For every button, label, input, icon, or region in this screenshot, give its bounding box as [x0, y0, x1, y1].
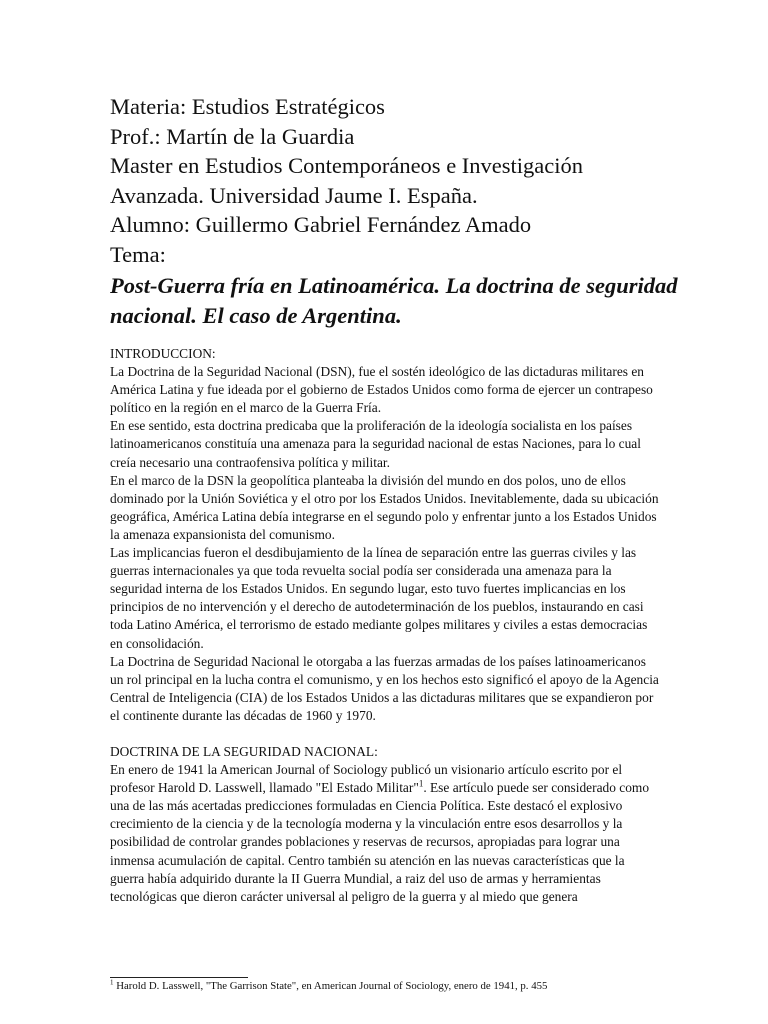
- intro-heading: INTRODUCCION:: [110, 346, 216, 361]
- topic-label: Tema:: [110, 241, 166, 267]
- intro-paragraph-5: La Doctrina de Seguridad Nacional le otorgaba a las fuerzas armadas de los países latinoamericanos un rol principal en la lucha contra el comunismo, y en los hechos esto significó el apoyo de la Agencia Central de Inteligencia (CIA) de los Estados Unidos a las dictaduras militares que se expandieron por el continente durante las décadas de 1960 y 1970.: [110, 653, 659, 723]
- master-line-1: Master en Estudios Contemporáneos e Investigación: [110, 153, 584, 178]
- intro-paragraph-4: Las implicancias fueron el desdibujamiento de la línea de separación entre las guerras civiles y las guerras internacionales ya que toda revuelta social podía ser considerada una amenaza para la seguridad interna de los Estados Unidos. En segundo lugar, esto tuvo fuertes implicancias en los principios de no intervención y el derecho de autodeterminación de los pueblos, instaurando en casi toda Latino América, el terrorismo de estado mediante golpes militares y civiles a estas democracias en consolidación.: [110, 545, 648, 651]
- intro-paragraph-1: La Doctrina de la Seguridad Nacional (DSN), fue el sostén ideológico de las dictaduras militares en América Latina y fue ideada por el gobierno de Estados Unidos como forma de ejercer un contrapeso político en la región en el marco de la Guerra Fría.: [110, 364, 653, 416]
- footnote: [110, 979, 547, 993]
- footnote-reference[interactable]: 1: [418, 778, 424, 789]
- document-header: [110, 92, 750, 331]
- master-line-2: Avanzada. Universidad Jaume I. España.: [110, 182, 478, 208]
- intro-paragraph-2: En ese sentido, esta doctrina predicaba que la proliferación de la ideología socialista en los países latinoamericanos constituía una amenaza para la seguridad nacional de estas Naciones, para lo cual creía necesario una contraofensiva política y militar.: [110, 418, 641, 470]
- professor-line: Prof.: Martín de la Guardia: [110, 123, 355, 149]
- doctrina-heading: DOCTRINA DE LA SEGURIDAD NACIONAL:: [110, 743, 378, 759]
- document-title: Post-Guerra fría en Latinoamérica. La doctrina de seguridad nacional. El caso de Argentina.: [110, 273, 678, 328]
- doctrina-text-start: En enero de 1941 la American Journal of Sociology publicó un visionario artículo escrito por el profesor Harold D. Lasswell, llamado "El Estado Militar": [110, 762, 623, 796]
- subject-line: Materia: Estudios Estratégicos: [110, 94, 385, 119]
- footnote-text: Harold D. Lasswell, "The Garrison State", en American Journal of Sociology, enero de 1941, p. 455: [113, 980, 548, 992]
- doctrina-text-end: . Ese artículo puede ser considerado como una de las más acertadas predicciones formuladas en Ciencia Política. Este destacó el explosivo crecimiento de la ciencia y de la tecnología moderna y la vinculación entre esos desarrollos y la posibilidad de controlar grandes poblaciones y reservas de recursos, apropiadas para lograr una inmensa acumulación de capital. Centro también su atención en las nuevas características que la guerra había adquirido durante la II Guerra Mundial, a raiz del uso de armas y herramientas tecnológicas que dieron carácter universal al peligro de la guerra y al miedo que genera: [110, 780, 650, 904]
- footnote-mark: 1: [110, 978, 114, 987]
- document-body: [110, 345, 660, 906]
- doctrina-paragraph-1: [110, 761, 660, 906]
- intro-paragraph-3: En el marco de la DSN la geopolítica planteaba la división del mundo en dos polos, uno de ellos dominado por la Unión Soviética y el otro por los Estados Unidos. Inevitablemente, dada su ubicación geográfica, América Latina debía integrarse en el segundo polo y enfrentar junto a los Estados Unidos la amenaza expansionista del comunismo.: [110, 472, 659, 542]
- section-spacer: [110, 725, 660, 743]
- footnote-divider: [110, 977, 248, 978]
- student-line: Alumno: Guillermo Gabriel Fernández Amado: [110, 212, 532, 237]
